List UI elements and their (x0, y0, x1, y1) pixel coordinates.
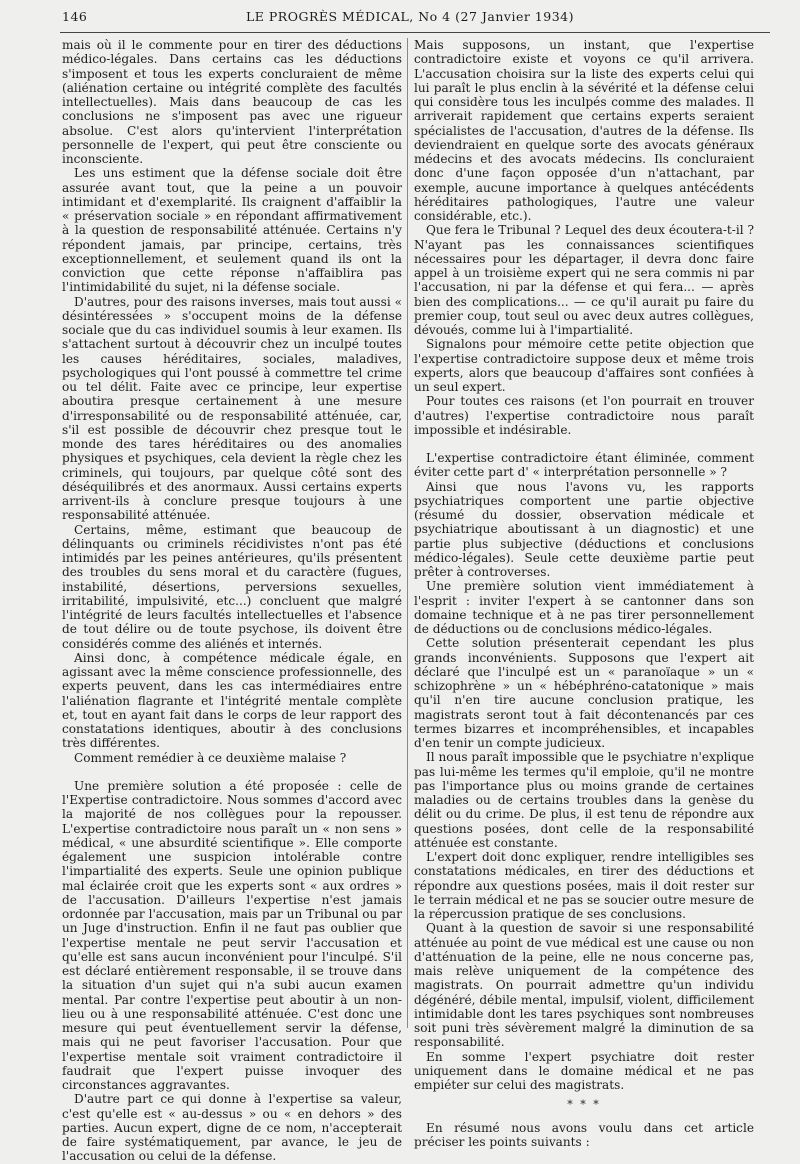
paragraph: En résumé nous avons voulu dans cet article préciser les points suivants : (414, 1120, 754, 1149)
section-separator: * * * (567, 1098, 601, 1112)
paragraph: Ainsi que nous l'avons vu, les rapports psychiatriques comportent une partie objective (résumé du dossier, observation médicale et psychiatrique aboutissant à un diagnostic) et une partie plus subjective (déductions et conclusions médico-légales). Seule cette deuxième partie peut prêter à controverses. (414, 479, 754, 579)
paragraph: Les uns estiment que la défense sociale doit être assurée avant tout, que la peine a un pouvoir intimidant et d'exemplarité. Ils craignent d'affaiblir la « préservation sociale » en répondant affirmativement à la question de responsabilité atténuée. Certains n'y répondent jamais, par principe, certains, très exceptionnellement, et seulement quand ils ont la conviction que cette réponse n'affaiblira pas l'intimidabilité du sujet, ni la défense sociale. (62, 166, 402, 295)
paragraph: Il nous paraît impossible que le psychiatre n'explique pas lui-même les termes qu'il emploie, qu'il ne montre pas l'importance plus ou moins grande de certaines maladies ou de certains troubles dans la genèse du délit ou du crime. De plus, il est tenu de répondre aux questions posées, dont celle de la responsabilité atténuée est constante. (414, 750, 754, 850)
running-header (50, 9, 770, 29)
paragraph: Pour toutes ces raisons (et l'on pourrait en trouver d'autres) l'expertise contradictoire nous paraît impossible et indésirable. (414, 394, 754, 437)
page-number: 146 (62, 9, 88, 24)
paragraph: Cette solution présenterait cependant les plus grands inconvénients. Supposons que l'expert ait déclaré que l'inculpé est un « paranoïaque » un « schizophrène » un « hébéphréno-catatonique » mais qu'il n'en tire aucune conclusion pratique, les magistrats seront tout à fait décontenancés par ces termes bizarres et incompréhensibles, et incapables d'en tenir un compte judicieux. (414, 636, 754, 750)
paragraph: D'autres, pour des raisons inverses, mais tout aussi « désintéressées » s'occupent moins de la défense sociale que du cas individuel soumis à leur examen. Ils s'attachent surtout à découvrir chez un inculpé toutes les causes héréditaires, sociales, maladives, psychologiques qui l'ont poussé à commettre tel crime ou tel délit. Faite avec ce principe, leur expertise aboutira presque certainement à une mesure d'irresponsabilité ou de responsabilité atténuée, car, s'il est possible de découvrir chez presque tout le monde des tares héréditaires ou des anomalies physiques et psychiques, cela devient la règle chez les criminels, qui toujours, par quelque côté sont des déséquilibrés et des anormaux. Aussi certains experts arrivent-ils à conclure presque toujours à une responsabilité atténuée. (62, 294, 402, 523)
journal-title: LE PROGRÈS MÉDICAL, No 4 (27 Janvier 1934) (246, 9, 574, 24)
paragraph: L'expert doit donc expliquer, rendre intelligibles ses constatations médicales, en tirer des déductions et répondre aux questions posées, mais il doit rester sur le terrain médical et ne pas se soucier outre mesure de la répercussion pratique de ses conclusions. (414, 850, 754, 921)
paragraph: Quant à la question de savoir si une responsabilité atténuée au point de vue médical est une cause ou non d'atténuation de la peine, elle ne nous concerne pas, mais relève uniquement de la compétence des magistrats. On pourrait admettre qu'un individu dégénéré, débile mental, impulsif, violent, difficilement intimidable dont les tares psychiques sont nombreuses soit puni très sévèrement malgré la diminution de sa responsabilité. (414, 921, 754, 1050)
paragraph: Mais supposons, un instant, que l'expertise contradictoire existe et voyons ce qu'il arrivera. L'accusation choisira sur la liste des experts celui qui lui paraît le plus enclin à la sévérité et la défense celui qui considère tous les inculpés comme des malades. Il arriverait rapidement que certains experts seraient spécialistes de l'accusation, d'autres de la défense. Ils deviendraient en quelque sorte des avocats généraux médecins et des avocats médecins. Ils concluraient donc d'une façon opposée d'un n'attachant, par exemple, aucune importance à quelques antécédents héréditaires pathologiques, l'autre une valeur considérable, etc.). (414, 38, 754, 223)
paragraph: Ainsi donc, à compétence médicale égale, en agissant avec la même conscience professionnelle, des experts peuvent, dans les cas intermédiaires entre l'aliénation flagrante et l'intégrité mentale complète et, tout en ayant fait dans le corps de leur rapport des constatations identiques, aboutir à des conclusions très différentes. (62, 650, 402, 751)
paragraph: L'expertise contradictoire étant éliminée, comment éviter cette part d' « interprétation personnelle » ? (414, 451, 754, 480)
paragraph: Comment remédier à ce deuxième malaise ? (74, 750, 347, 765)
paragraph: Signalons pour mémoire cette petite objection que l'expertise contradictoire suppose deux et même trois experts, alors que beaucoup d'affaires sont confiées à un seul expert. (414, 337, 754, 394)
paragraph: Que fera le Tribunal ? Lequel des deux écoutera-t-il ? N'ayant pas les connaissances scientifiques nécessaires pour les départager, il devra donc faire appel à un troisième expert qui ne sera commis ni par l'accusation, ni par la défense et qui fera... — après bien des complications... — ce qu'il aurait pu faire du premier coup, tout seul ou avec deux autres collègues, dévoués, comme lui à l'impartialité. (414, 223, 754, 337)
right-column (414, 38, 754, 1149)
paragraph: Certains, même, estimant que beaucoup de délinquants ou criminels récidivistes n'ont pas été intimidés par les peines antérieures, qu'ils présentent des troubles du sens moral et du caractère (fugues, instabilité, désertions, perversions sexuelles, irritabilité, impulsivité, etc...) concluent que malgré l'intégrité de leurs facultés intellectuelles et l'absence de tout délire ou de toute psychose, ils doivent être considérés comme des aliénés et internés. (62, 522, 402, 651)
paragraph: Une première solution a été proposée : celle de l'Expertise contradictoire. Nous sommes d'accord avec la majorité de nos collègues pour la repousser. L'expertise contradictoire nous paraît un « non sens » médical, « une absurdité scientifique ». Elle comporte également une suspicion intolérable contre l'impartialité des experts. Seule une opinion publique mal éclairée croit que les experts sont « aux ordres » de l'accusation. D'ailleurs l'expertise n'est jamais ordonnée par l'accusation, mais par un Tribunal ou par un Juge d'instruction. Enfin il ne faut pas oublier que l'expertise mentale ne peut servir l'accusation et qu'elle est sans aucun inconvénient pour l'inculpé. S'il est déclaré entièrement responsable, il se trouve dans la situation d'un sujet qui n'a subi aucun examen mental. Par contre l'expertise peut aboutir à un non-lieu ou à une responsabilité atténuée. C'est donc une mesure qui peut éventuellement servir la défense, mais qui ne peut favoriser l'accusation. Pour que l'expertise mentale soit vraiment contradictoire il faudrait que l'expert puisse invoquer des circonstances aggravantes. (62, 778, 402, 1092)
column-divider (407, 38, 408, 1028)
paragraph: Une première solution vient immédiatement à l'esprit : inviter l'expert à se cantonner dans son domaine technique et à ne pas tirer personnellement de déductions ou de conclusions médico-légales. (414, 579, 754, 636)
left-column (62, 38, 402, 1164)
header-rule (60, 32, 770, 33)
paragraph: D'autre part ce qui donne à l'expertise sa valeur, c'est qu'elle est « au-dessus » ou « en dehors » des parties. Aucun expert, digne de ce nom, n'accepterait de faire systématiquement, par avance, le jeu de l'accusation ou celui de la défense. (62, 1092, 402, 1164)
paragraph: En somme l'expert psychiatre doit rester uniquement dans le domaine médical et ne pas empiéter sur celui des magistrats. (414, 1049, 754, 1092)
paragraph: mais où il le commente pour en tirer des déductions médico-légales. Dans certains cas les déductions s'imposent et tous les experts concluraient de même (aliénation certaine ou intégrité complète des facultés intellectuelles). Mais dans beaucoup de cas les conclusions ne s'imposent pas avec une rigueur absolue. C'est alors qu'intervient l'interprétation personnelle de l'expert, qui peut être consciente ou inconsciente. (62, 38, 402, 166)
